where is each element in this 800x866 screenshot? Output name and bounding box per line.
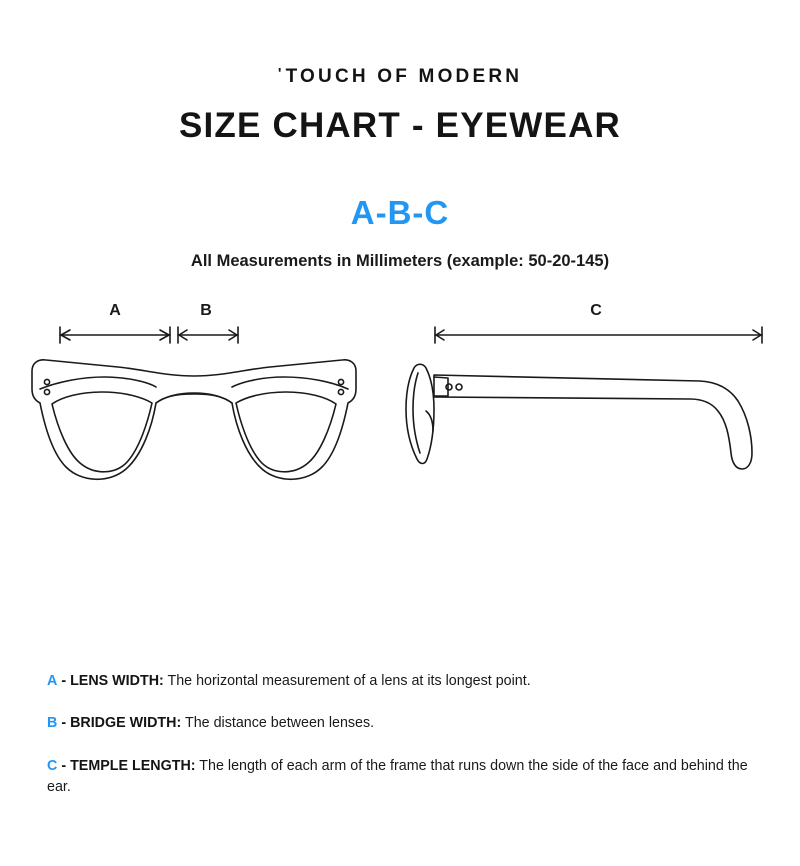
- legend-desc-temple-length: The length of each arm of the frame that runs down the side of the face and behind the ear.: [47, 757, 748, 796]
- legend-key-c: C: [47, 757, 58, 774]
- legend-key-b: B: [47, 715, 58, 732]
- side-lens-inner-line: [413, 373, 420, 453]
- legend-item-lens-width: [47, 671, 756, 692]
- legend-term-lens-width: LENS WIDTH:: [70, 673, 164, 689]
- legend-item-temple-length: [47, 756, 756, 799]
- legend-key-a: A: [47, 673, 58, 689]
- legend-dash-a: -: [61, 673, 67, 689]
- legend-desc-bridge-width: The distance between lenses.: [184, 715, 375, 732]
- brand-tick-mark: ': [277, 65, 285, 82]
- abc-heading: A-B-C: [350, 194, 450, 231]
- right-hinge-rivet-bottom: [338, 389, 343, 394]
- temple-arm: [434, 375, 752, 469]
- legend-dash-b: -: [61, 715, 67, 732]
- eyewear-diagram: [0, 293, 800, 523]
- right-rim-accent: [232, 377, 348, 389]
- temple-rivet-left: [446, 384, 452, 390]
- legend-term-temple-length: TEMPLE LENGTH:: [70, 757, 196, 774]
- label-c: C: [590, 302, 602, 319]
- side-lens-rim: [406, 364, 434, 463]
- legend-desc-lens-width: The horizontal measurement of a lens at its longest point.: [167, 673, 531, 689]
- page-title: SIZE CHART - EYEWEAR: [178, 106, 622, 145]
- legend-term-bridge-width: BRIDGE WIDTH:: [70, 715, 182, 732]
- left-lens: [52, 392, 152, 472]
- temple-rivet-right: [456, 384, 462, 390]
- side-nose-detail: [426, 411, 433, 431]
- legend-dash-c: -: [61, 757, 67, 774]
- units-note: All Measurements in Millimeters (example: 50-20-145): [190, 252, 610, 270]
- legend: [47, 671, 756, 799]
- brand-name: TOUCH OF MODERN: [285, 66, 523, 87]
- label-b: B: [200, 302, 212, 319]
- right-hinge-rivet-top: [338, 379, 343, 384]
- brand-wordmark: [0, 66, 800, 88]
- left-hinge-rivet-bottom: [44, 389, 49, 394]
- label-a: A: [109, 302, 121, 319]
- legend-item-bridge-width: [47, 713, 756, 734]
- left-rim-accent: [40, 377, 156, 389]
- eyewear-diagram-svg: [0, 293, 800, 523]
- size-chart-page: [0, 66, 800, 866]
- right-lens: [236, 392, 336, 472]
- left-hinge-rivet-top: [44, 379, 49, 384]
